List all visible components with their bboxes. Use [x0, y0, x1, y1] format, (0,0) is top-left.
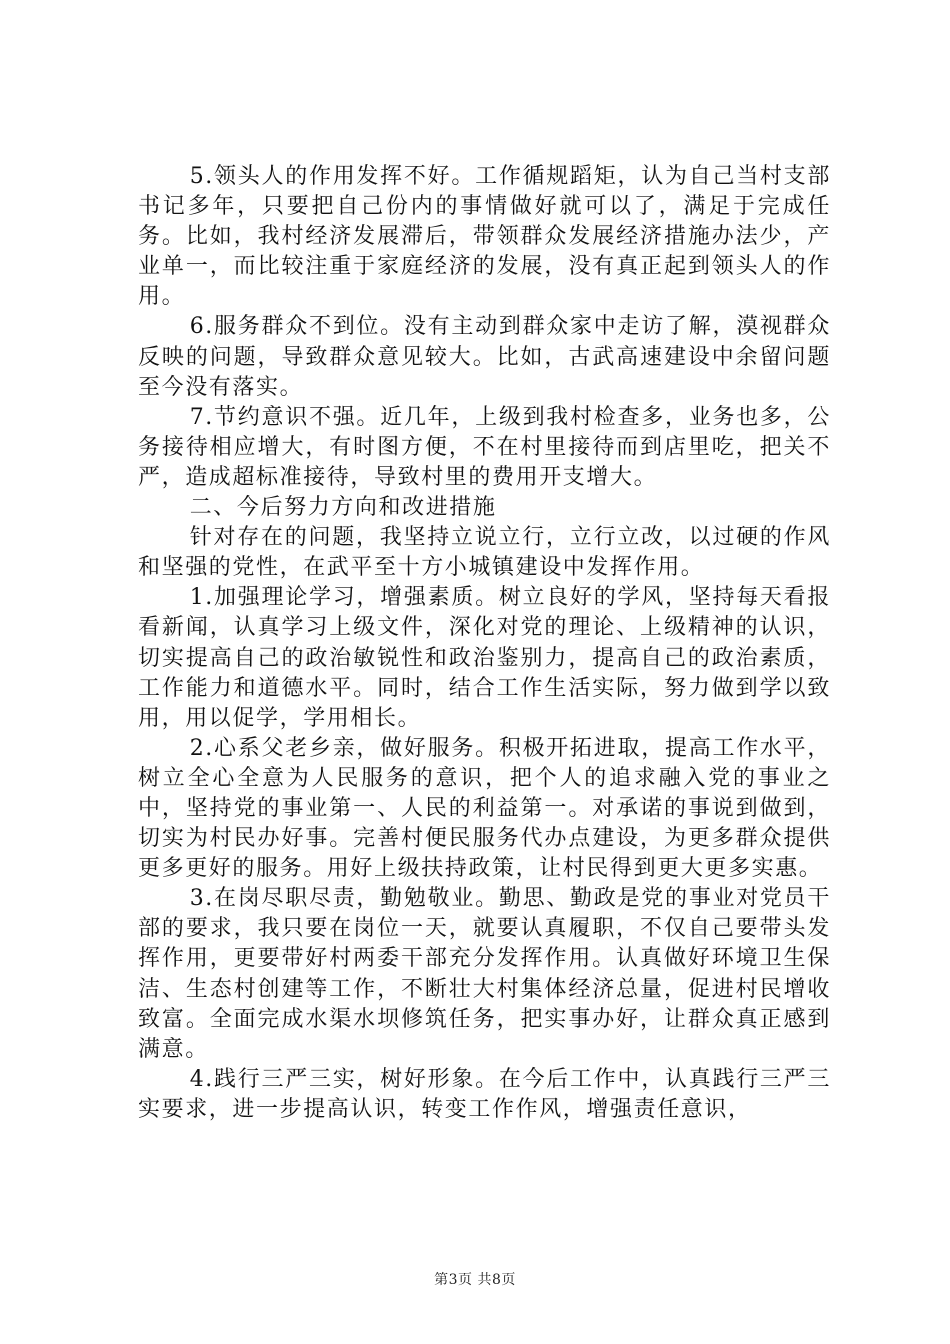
paragraph-measure-2: 2.心系父老乡亲，做好服务。积极开拓进取，提高工作水平，树立全心全意为人民服务的意识，把个人的追求融入党的事业之中，坚持党的事业第一、人民的利益第一。对承诺的事说到做到，切实为村民办好事。完善村便民服务代办点建设，为更多群众提供更多更好的服务。用好上级扶持政策，让村民得到更大更多实惠。 — [138, 735, 831, 882]
paragraph-item-5: 5.领头人的作用发挥不好。工作循规蹈矩，认为自己当村支部书记多年，只要把自己份内的事情做好就可以了，满足于完成任务。比如，我村经济发展滞后，带领群众发展经济措施办法少，产业单一，而比较注重于家庭经济的发展，没有真正起到领头人的作用。 — [138, 164, 831, 310]
paragraph-item-6: 6.服务群众不到位。没有主动到群众家中走访了解，漠视群众反映的问题，导致群众意见较大。比如，古武高速建设中余留问题至今没有落实。 — [138, 314, 831, 400]
section-heading: 二、今后努力方向和改进措施 — [189, 495, 497, 521]
page-number: 第3页 共8页 — [434, 1272, 516, 1288]
page-footer — [0, 1269, 950, 1289]
paragraph-measure-3: 3.在岗尽职尽责，勤勉敬业。勤思、勤政是党的事业对党员干部的要求，我只要在岗位一天，就要认真履职，不仅自己要带头发挥作用，更要带好村两委干部充分发挥作用。认真做好环境卫生保洁、生态村创建等工作，不断壮大村集体经济总量，促进村民增收致富。全面完成水渠水坝修筑任务，把实事办好，让群众真正感到满意。 — [138, 886, 831, 1062]
paragraph-item-7: 7.节约意识不强。近几年，上级到我村检查多，业务也多，公务接待相应增大，有时图方便，不在村里接待而到店里吃，把关不严，造成超标准接待，导致村里的费用开支增大。 — [138, 404, 831, 490]
paragraph-measure-4: 4.践行三严三实，树好形象。在今后工作中，认真践行三严三实要求，进一步提高认识，转变工作作风，增强责任意识， — [138, 1066, 831, 1122]
paragraph-measure-1: 1.加强理论学习，增强素质。树立良好的学风，坚持每天看报看新闻，认真学习上级文件，深化对党的理论、上级精神的认识，切实提高自己的政治敏锐性和政治鉴别力，提高自己的政治素质，工作能力和道德水平。同时，结合工作生活实际，努力做到学以致用，用以促学，学用相长。 — [138, 585, 831, 731]
paragraph-intro: 针对存在的问题，我坚持立说立行，立行立改，以过硬的作风和坚强的党性，在武平至十方小城镇建设中发挥作用。 — [138, 525, 831, 581]
document-body — [138, 162, 831, 1125]
